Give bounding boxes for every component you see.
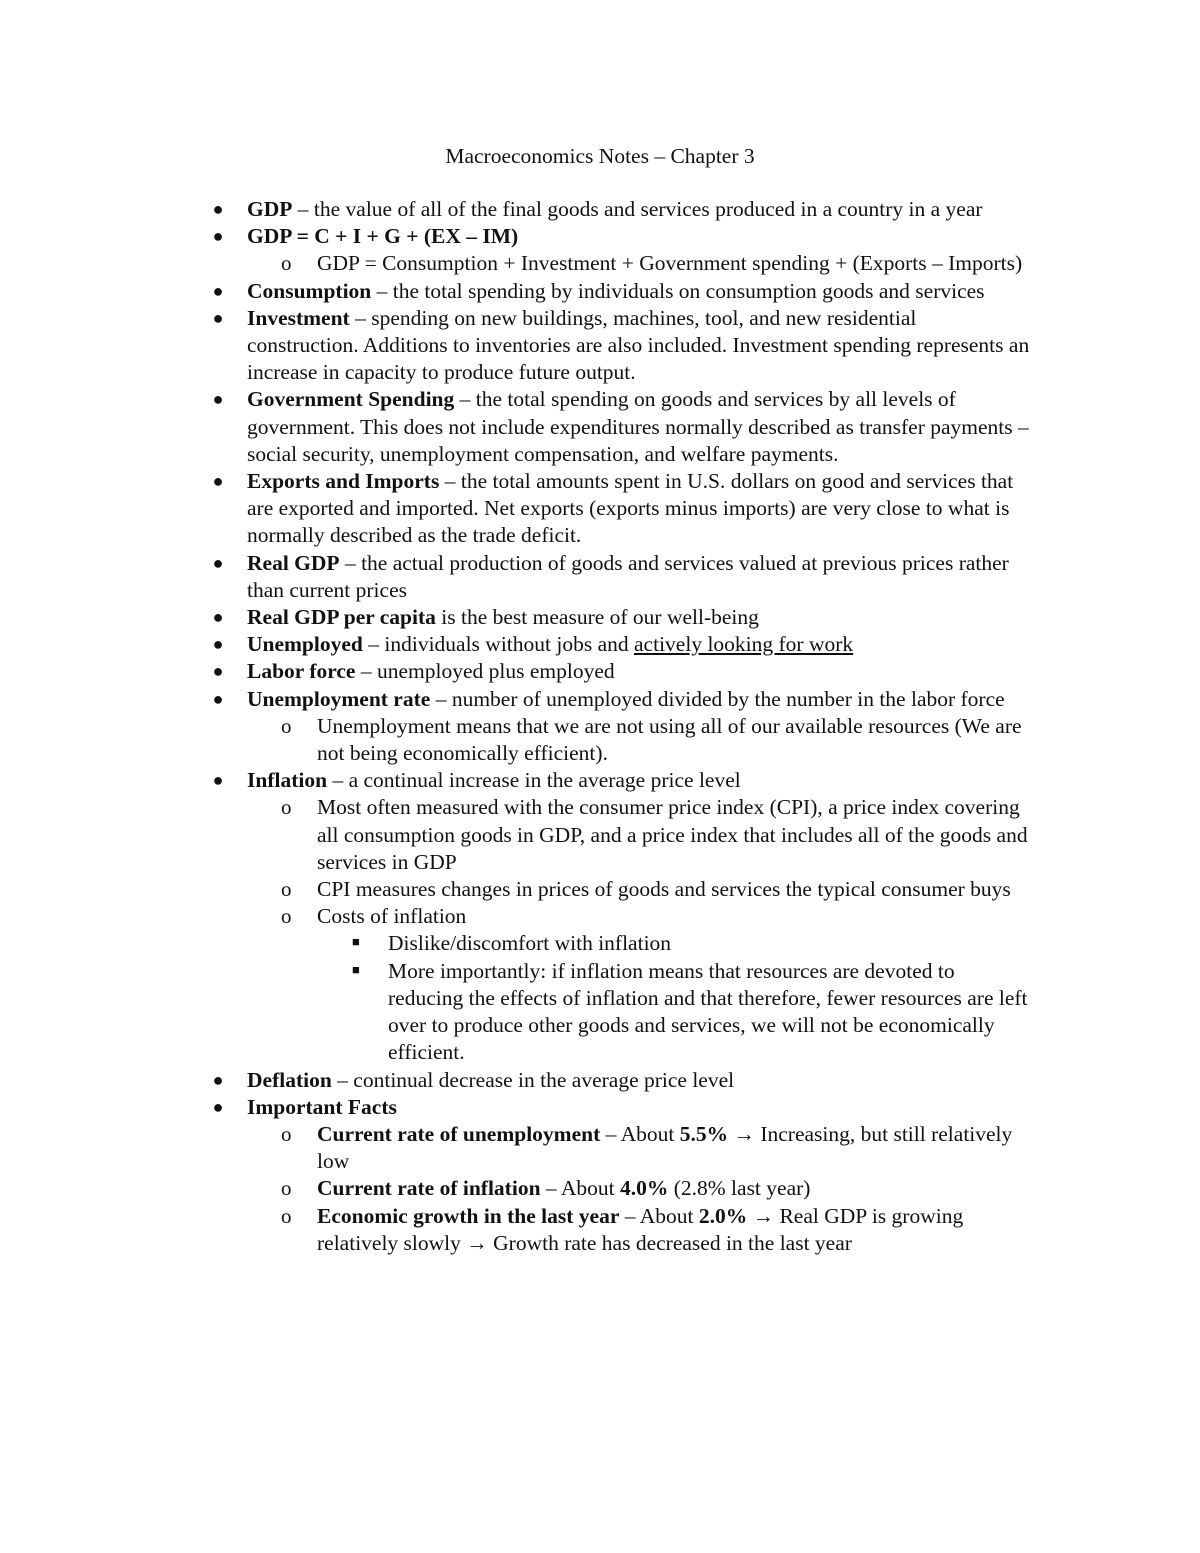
list-item — [0, 250, 1032, 277]
square-bullet-icon: ■ — [352, 934, 360, 950]
bullet-icon: ● — [212, 1096, 224, 1117]
stat-value: 4.0% — [619, 1176, 669, 1201]
list-item — [0, 386, 1032, 468]
list-item — [0, 658, 1032, 685]
note: Increasing, but still relatively low — [317, 1121, 1013, 1174]
list-item — [0, 876, 1032, 903]
bullet-icon: ● — [212, 226, 224, 247]
definition: – the total spending by individuals on consumption goods and services — [371, 278, 985, 303]
term: Unemployment rate — [247, 686, 431, 711]
bullet-icon: ● — [212, 607, 224, 628]
section-heading: Important Facts — [247, 1094, 397, 1119]
list-item — [0, 903, 1032, 930]
definition: – the actual production of goods and services valued at previous prices rather than current prices — [247, 550, 1009, 602]
definition: GDP = Consumption + Investment + Government spending + (Exports – Imports) — [317, 251, 1023, 276]
list-item — [0, 713, 1032, 767]
definition: Dislike/discomfort with inflation — [388, 931, 672, 956]
list-item — [0, 305, 1032, 387]
notes-list — [0, 196, 1200, 1257]
list-item — [0, 550, 1032, 604]
circle-bullet-icon: o — [281, 713, 292, 738]
term: Economic growth in the last year — [317, 1203, 620, 1228]
list-item — [0, 604, 1032, 631]
definition: Costs of inflation — [317, 904, 467, 929]
underlined-phrase: actively looking for work — [634, 632, 854, 657]
definition: – number of unemployed divided by the number in the labor force — [430, 686, 1005, 711]
definition: – About — [540, 1176, 620, 1201]
list-item — [0, 468, 1032, 550]
list-item — [0, 794, 1032, 876]
term: Government Spending — [247, 387, 455, 412]
list-item — [0, 196, 1032, 223]
definition: is the best measure of our well-being — [435, 605, 759, 630]
definition: – spending on new buildings, machines, tool, and new residential construction. Additions to inventories are also included. Investment spending represents an increase in capacity to produce future output. — [247, 305, 1030, 385]
definition: – About — [600, 1121, 680, 1146]
definition: – the value of all of the final goods and services produced in a country in a year — [292, 197, 983, 221]
term: Consumption — [247, 278, 372, 303]
term: Exports and Imports — [247, 469, 440, 494]
bullet-icon: ● — [212, 199, 224, 219]
bullet-icon: ● — [212, 1069, 224, 1090]
list-item — [0, 1094, 1032, 1121]
circle-bullet-icon: o — [281, 1203, 292, 1228]
definition: – a continual increase in the average price level — [327, 768, 741, 793]
list-item — [0, 631, 1032, 658]
list-item — [0, 1067, 1032, 1094]
list-item — [0, 767, 1032, 794]
definition: CPI measures changes in prices of goods and services the typical consumer buys — [317, 877, 1011, 902]
term: Labor force — [247, 659, 356, 684]
bullet-icon: ● — [212, 770, 224, 791]
bullet-icon: ● — [212, 661, 224, 682]
bullet-icon: ● — [212, 471, 224, 492]
definition: – About — [619, 1203, 699, 1228]
bullet-icon: ● — [212, 389, 224, 410]
term: Current rate of unemployment — [317, 1121, 601, 1146]
definition: Most often measured with the consumer price index (CPI), a price index covering all consumption goods in GDP, and a price index that includes all of the goods and services in GDP — [317, 795, 1028, 874]
note: Growth rate has decreased in the last year — [493, 1230, 852, 1255]
term: Inflation — [247, 768, 328, 793]
circle-bullet-icon: o — [281, 904, 292, 929]
note: (2.8% last year) — [668, 1176, 811, 1201]
circle-bullet-icon: o — [281, 877, 292, 902]
definition: – the total amounts spent in U.S. dollars on good and services that are exported and imported. Net exports (exports minus imports) are very close to what is normally described as the trade deficit. — [247, 469, 1014, 548]
list-item — [0, 278, 1032, 305]
stat-value: 5.5% — [679, 1121, 729, 1146]
term: Real GDP per capita — [247, 605, 436, 630]
document-title: Macroeconomics Notes – Chapter 3 — [445, 144, 755, 168]
term: Investment — [247, 305, 350, 330]
definition: Unemployment means that we are not using all of our available resources (We are not being economically efficient). — [317, 713, 1022, 766]
bullet-icon: ● — [212, 307, 224, 328]
list-item — [0, 958, 1032, 1067]
list-item — [0, 1121, 1032, 1175]
square-bullet-icon: ■ — [352, 961, 360, 977]
list-item — [0, 1175, 1032, 1202]
stat-value: 2.0% — [698, 1203, 748, 1228]
term: Real GDP — [247, 550, 340, 575]
definition: More importantly: if inflation means that resources are devoted to reducing the effects of inflation and that therefore, fewer resources are left over to produce other goods and services, we will not be economically efficient. — [388, 958, 1028, 1065]
circle-bullet-icon: o — [281, 1176, 292, 1201]
definition: – individuals without jobs and — [362, 632, 635, 657]
list-item — [0, 1203, 1032, 1257]
term: Deflation — [247, 1067, 332, 1092]
circle-bullet-icon: o — [281, 251, 292, 276]
right-arrow-icon: → — [460, 1230, 494, 1255]
circle-bullet-icon: o — [281, 1121, 292, 1146]
circle-bullet-icon: o — [281, 795, 292, 820]
bullet-icon: ● — [212, 552, 224, 573]
right-arrow-icon: → — [747, 1203, 780, 1228]
list-item — [0, 686, 1032, 713]
right-arrow-icon: → — [728, 1121, 761, 1146]
formula: GDP = C + I + G + (EX – IM) — [247, 224, 519, 249]
bullet-icon: ● — [212, 634, 224, 655]
definition: – the total spending on goods and services by all levels of government. This does not include expenditures normally described as transfer payments – social security, unemployment compensation, and welfare payments. — [247, 387, 1029, 466]
list-item — [0, 223, 1032, 250]
term: Unemployed — [247, 632, 363, 657]
note: Real GDP is growing relatively slowly — [317, 1203, 964, 1255]
term: Current rate of inflation — [317, 1176, 541, 1201]
bullet-icon: ● — [212, 280, 224, 301]
bullet-icon: ● — [212, 688, 224, 709]
term: GDP — [247, 197, 293, 221]
list-item — [0, 930, 1032, 957]
definition: – unemployed plus employed — [355, 659, 615, 684]
definition: – continual decrease in the average price level — [331, 1067, 735, 1092]
